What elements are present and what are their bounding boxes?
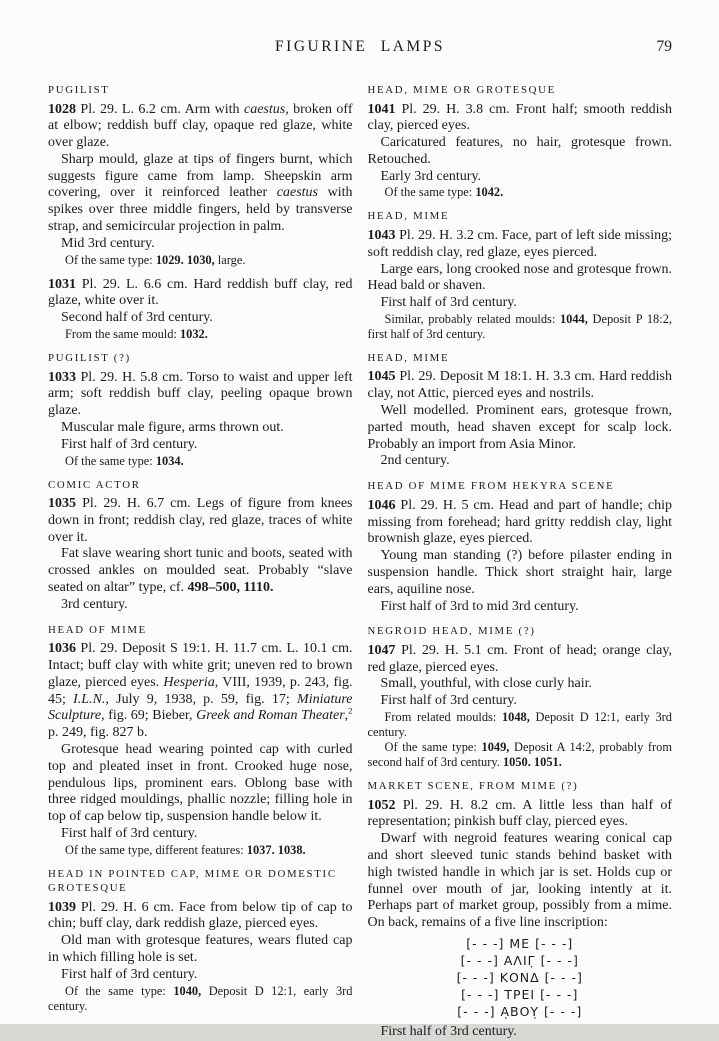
section-heading: MARKET SCENE, FROM MIME (?) [367, 780, 579, 793]
text-run: Pl. 29. H. 5.8 cm. Torso to waist and upper left arm; soft reddish buff clay, peeling opaque brown glaze. [48, 369, 353, 419]
text-run: Sharp mould, glaze at tips of fingers burnt, which suggests figure came from lamp. Sheepskin arm covering, over it reinforced leather [48, 151, 353, 201]
catalog-entry-paragraph [368, 498, 673, 548]
bold-reference: 1029. 1030, [155, 252, 215, 267]
text-run: Old man with grotesque features, wears fluted cap in which filling hole is set. [48, 933, 353, 966]
text-run: Young man standing (?) before pilaster ending in suspension handle. Thick short straight hair, large ears, aquiline nose. [367, 548, 672, 597]
bold-reference: 1031 [48, 276, 76, 292]
description-paragraph [48, 546, 353, 596]
bold-reference: 1032. [179, 327, 208, 342]
text-run: Mid 3rd century. [61, 235, 155, 251]
text-run: with spikes over three middle fingers, held by transverse strap, and semicircular projection in palm. [48, 185, 353, 235]
section-heading: HEAD IN POINTED CAP, MIME OR DOMESTIC GROTESQUE [48, 867, 337, 895]
text-run: Pl. 29. H. 3.2 cm. Face, part of left side missing; soft reddish clay, red glaze, eyes pierced. [367, 227, 672, 260]
description-paragraph [48, 236, 353, 253]
text-run: Deposit D 12:1, early 3rd century. [48, 983, 353, 1013]
text-run: First half of 3rd to mid 3rd century. [380, 598, 579, 614]
cross-reference-note [368, 740, 673, 770]
text-columns [48, 83, 672, 1041]
bold-reference: 1028 [48, 101, 76, 117]
text-run: Fat slave wearing short tunic and boots, seated with crossed ankles on moulded seat. Probably “slave seated on altar” type, cf. [48, 546, 353, 596]
description-paragraph [368, 262, 673, 296]
bold-reference: 1035 [48, 496, 76, 512]
bold-reference: 1043 [367, 227, 396, 243]
bold-reference: 1044, [559, 311, 588, 326]
text-run: Of the same type, different features: [65, 842, 247, 857]
text-run: Large ears, long crooked nose and grotesque frown. Head bald or shaven. [367, 261, 672, 294]
section-heading: NEGROID HEAD, MIME (?) [367, 625, 536, 638]
description-paragraph [48, 152, 353, 236]
catalog-entry-paragraph [368, 643, 673, 677]
description-paragraph [368, 169, 673, 186]
page-header [48, 38, 672, 58]
cross-reference-note [368, 185, 673, 200]
description-paragraph [368, 295, 673, 312]
description-paragraph [368, 693, 673, 710]
italic-citation: Miniature Sculpture [48, 691, 353, 724]
catalog-entry-paragraph [48, 370, 353, 420]
inscription-line: [- - -] ΤΡΕΙ [- - -] [461, 986, 579, 1002]
cross-reference-note [48, 843, 353, 858]
text-run: Well modelled. Prominent ears, grotesque frown, parted mouth, head shaven except for scalp lock. Probably an import from Asia Minor. [367, 403, 672, 452]
description-paragraph [48, 826, 353, 843]
section-heading: HEAD, MIME [367, 210, 450, 223]
description-paragraph [368, 676, 673, 693]
text-run: Pl. 29. L. 6.2 cm. Arm with [76, 101, 244, 117]
catalog-entry-paragraph [368, 102, 673, 136]
section-heading: HEAD, MIME [367, 351, 450, 364]
description-paragraph [368, 1024, 673, 1041]
italic-citation: caestus [243, 101, 286, 117]
text-run: 2nd century. [380, 453, 450, 469]
section-heading: HEAD OF MIME FROM HEKYRA SCENE [367, 480, 615, 493]
inscription-line: [- - -] ΚΟΝΔ [- - -] [456, 969, 583, 985]
description-paragraph [368, 548, 673, 598]
cross-reference-note [48, 454, 353, 469]
text-run: First half of 3rd century. [61, 825, 198, 841]
description-paragraph [48, 742, 353, 826]
catalog-entry-paragraph [368, 798, 673, 832]
text-run: Deposit D 12:1, early 3rd century. [367, 710, 673, 740]
text-run: Small, youthful, with close curly hair. [380, 676, 593, 692]
italic-citation: I.L.N. [73, 691, 106, 707]
description-paragraph [48, 437, 353, 454]
text-run: Pl. 29. H. 6.7 cm. Legs of figure from knees down in front; reddish clay, red glaze, traces of white over it. [48, 496, 353, 545]
text-run: Of the same type: [65, 252, 156, 267]
section-heading: HEAD, MIME OR GROTESQUE [367, 84, 556, 96]
text-run: Pl. 29. H. 5.1 cm. Front of head; orange clay, red glaze, pierced eyes. [367, 642, 672, 675]
text-run: First half of 3rd century. [380, 693, 517, 709]
text-run: Second half of 3rd century. [61, 310, 213, 326]
bold-reference: 1036 [48, 641, 76, 657]
bold-reference: 1034. [155, 453, 184, 468]
right-column [368, 83, 673, 1041]
inscription-line: [- - -] Α̣ΒΟΥ̣ [- - -] [457, 1003, 583, 1019]
section-heading: HEAD OF MIME [48, 623, 147, 636]
text-run: Pl. 29. H. 8.2 cm. A little less than half of representation; pinkish buff clay, pierced eyes. [367, 797, 672, 830]
bold-reference: 1033 [48, 369, 76, 385]
bold-reference: 1048, [501, 710, 530, 725]
catalog-entry-paragraph [48, 277, 353, 311]
text-run: 3rd century. [61, 596, 128, 612]
bold-reference: 1039 [48, 899, 76, 915]
text-run: , fig. 69; Bieber, [101, 708, 197, 724]
bold-reference: 1046 [367, 497, 396, 513]
bold-reference: 1049, [481, 740, 510, 755]
section-heading: PUGILIST (?) [48, 352, 131, 365]
running-title: FIGURINE LAMPS [275, 38, 445, 55]
description-paragraph [48, 967, 353, 984]
cross-reference-note [368, 710, 673, 740]
text-run: , July 9, 1938, p. 59, fig. 17; [105, 691, 298, 707]
description-paragraph [48, 933, 353, 967]
text-run: Pl. 29. H. 3.8 cm. Front half; smooth reddish clay, pierced eyes. [367, 101, 672, 134]
description-paragraph [48, 420, 353, 437]
text-run: From the same mould: [65, 327, 180, 342]
text-run: , [344, 708, 349, 724]
inscription-line: [- - -] ΜΕ [- - -] [466, 935, 574, 951]
text-run: Early 3rd century. [380, 168, 482, 184]
text-run: Deposit A 14:2, probably from second half of 3rd century. [367, 740, 672, 770]
bold-reference: 498–500, 1110. [187, 580, 274, 596]
bold-reference: 1045 [367, 369, 396, 385]
text-run: Of the same type: [65, 453, 156, 468]
description-paragraph [368, 135, 673, 169]
catalog-entry-paragraph [368, 228, 673, 262]
text-run: First half of 3rd century. [61, 436, 198, 452]
text-run: , VIII, 1939, p. 243, fig. 45; [48, 674, 353, 707]
text-run: Grotesque head wearing pointed cap with curled top and pleated inset in front. Crooked huge nose, pendulous lips, prominent ears. Oblong base with three ridged mouldings, phallic nozzle; filling hole in top of cap below tip, suspension handle below it. [48, 741, 353, 825]
bold-reference: 1041 [367, 101, 396, 117]
inscription-line: [- - -] ΑΛΙΓ̣ [- - -] [460, 952, 579, 968]
bold-reference: 1047 [367, 642, 396, 658]
description-paragraph [48, 310, 353, 327]
text-run: First half of 3rd century. [380, 1023, 517, 1039]
description-paragraph [368, 599, 673, 616]
italic-citation: Hesperia [163, 674, 215, 690]
text-run: Pl. 29. Deposit S 19:1. H. 11.7 cm. L. 10.1 cm. Intact; buff clay with white grit; uneven red to brown glaze, pierced eyes. [48, 641, 353, 690]
text-run: , broken off at elbow; reddish buff clay, opaque red glaze, white over glaze. [48, 101, 353, 151]
text-run: Similar, probably related moulds: [384, 311, 560, 326]
text-run: large. [214, 252, 246, 267]
text-run: Of the same type: [384, 185, 476, 200]
bold-reference: 1037. 1038. [246, 842, 306, 857]
bold-reference: 1050. 1051. [502, 755, 562, 770]
text-run: Dwarf with negroid features wearing conical cap and short sleeved tunic stands behind basket with high twisted handle in which jar is set. Holds cup or funnel over mouth of jar, looking intently at it. Perhaps part of market group, possibly from a mime. On back, remains of a five line inscription: [367, 831, 672, 931]
text-run: p. 249, fig. 827 b. [48, 725, 148, 741]
text-run: First half of 3rd century. [380, 295, 517, 311]
cross-reference-note [48, 253, 353, 268]
catalog-entry-paragraph [48, 641, 353, 742]
section-heading: PUGILIST [48, 84, 110, 96]
text-run: Caricatured features, no hair, grotesque frown. Retouched. [367, 135, 672, 167]
description-paragraph [48, 597, 353, 614]
bold-reference: 1042. [475, 185, 504, 200]
catalog-entry-paragraph [48, 496, 353, 546]
text-run: Muscular male figure, arms thrown out. [61, 419, 284, 435]
description-paragraph [368, 831, 673, 932]
text-run: Deposit P 18:2, first half of 3rd century. [367, 311, 672, 341]
text-run: Pl. 29. L. 6.6 cm. Hard reddish buff clay, red glaze, white over it. [48, 276, 353, 309]
page-number: 79 [656, 38, 672, 55]
catalog-entry-paragraph [48, 102, 353, 152]
section-heading: COMIC ACTOR [48, 478, 141, 491]
description-paragraph [368, 403, 673, 453]
cross-reference-note [48, 984, 353, 1014]
italic-citation: Greek and Roman Theater [196, 708, 345, 724]
text-run: Pl. 29. Deposit M 18:1. H. 3.3 cm. Hard reddish clay, not Attic, pierced eyes and nostrils. [367, 369, 672, 402]
text-run: First half of 3rd century. [61, 966, 198, 982]
italic-citation: caestus [276, 185, 318, 201]
cross-reference-note [368, 312, 673, 342]
superscript: 2 [348, 705, 353, 716]
bold-reference: 1052 [367, 797, 396, 813]
cross-reference-note [48, 327, 353, 342]
text-run: Of the same type: [65, 983, 174, 998]
text-run: Of the same type: [384, 740, 482, 755]
inscription-block [368, 935, 673, 1020]
catalog-entry-paragraph [368, 369, 673, 403]
text-run: Pl. 29. H. 6 cm. Face from below tip of cap to chin; buff clay, dark reddish glaze, pierced eyes. [48, 899, 353, 932]
left-column [48, 83, 353, 1041]
text-run: From related moulds: [384, 710, 502, 725]
bold-reference: 1040, [173, 983, 202, 998]
catalog-entry-paragraph [48, 900, 353, 934]
text-run: Pl. 29. H. 5 cm. Head and part of handle; chip missing from forehead; hard gritty reddish clay, light brownish glaze, eyes pierced. [367, 497, 672, 547]
description-paragraph [368, 453, 673, 470]
